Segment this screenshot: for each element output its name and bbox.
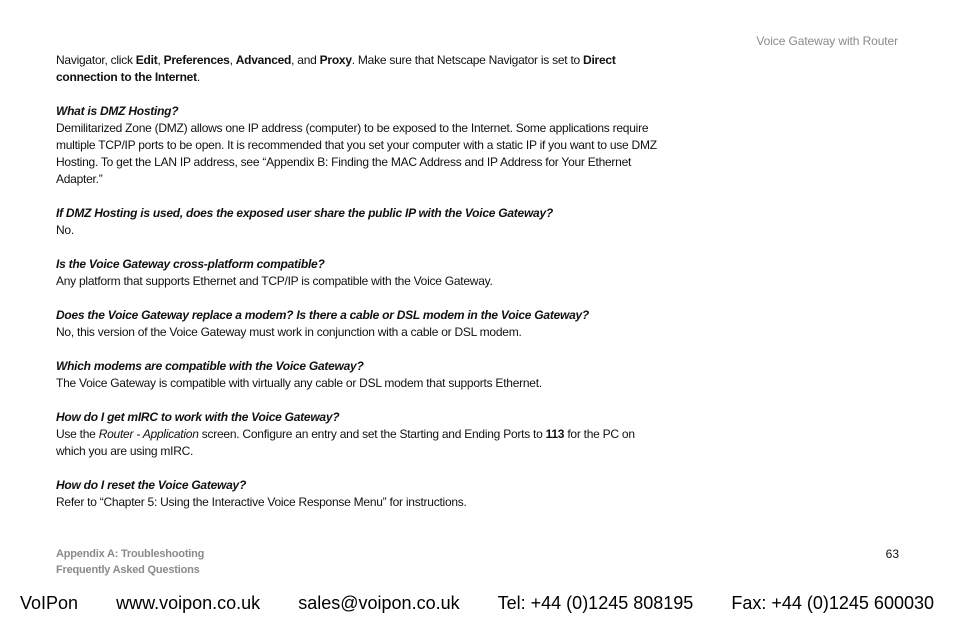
port-number: 113	[545, 427, 565, 441]
faq-question-cross-platform: Is the Voice Gateway cross-platform compatible?	[56, 257, 325, 271]
faq-question-modem: Does the Voice Gateway replace a modem? Is there a cable or DSL modem in the Voice Gateway?	[56, 308, 589, 322]
footer-section: Appendix A: Troubleshooting	[56, 548, 205, 560]
faq-answer-modem: No, this version of the Voice Gateway must work in conjunction with a cable or DSL modem.	[56, 325, 522, 339]
intro-paragraph: Navigator, click Edit, Preferences, Advanced, and Proxy. Make sure that Netscape Navigator is set to Direct connection to the Internet.	[56, 53, 616, 84]
faq-answer-reset: Refer to “Chapter 5: Using the Interactive Voice Response Menu” for instructions.	[56, 495, 467, 509]
page-number: 63	[885, 547, 899, 561]
email-link[interactable]: sales@voipon.co.uk	[298, 593, 460, 613]
intro-text: Navigator, click	[56, 53, 136, 67]
document-body	[56, 52, 666, 511]
screen-name: Router - Application	[98, 427, 199, 441]
faq-question-compatible-modems: Which modems are compatible with the Voice Gateway?	[56, 359, 364, 373]
faq-answer-dmz-public-ip: No.	[56, 223, 74, 237]
menu-proxy: Proxy	[319, 53, 352, 67]
company-name: VoIPon	[20, 593, 79, 613]
page-header-title: Voice Gateway with Router	[756, 34, 898, 48]
menu-advanced: Advanced	[235, 53, 292, 67]
faq-question-dmz: What is DMZ Hosting?	[56, 104, 179, 118]
faq-question-dmz-public-ip: If DMZ Hosting is used, does the exposed user share the public IP with the Voice Gateway?	[56, 206, 553, 220]
faq-answer-compatible-modems: The Voice Gateway is compatible with virtually any cable or DSL modem that supports Ethernet.	[56, 376, 542, 390]
menu-preferences: Preferences	[163, 53, 230, 67]
faq-question-reset: How do I reset the Voice Gateway?	[56, 478, 247, 492]
faq-question-mirc: How do I get mIRC to work with the Voice Gateway?	[56, 410, 340, 424]
telephone-number: Tel: +44 (0)1245 808195	[497, 593, 694, 613]
page-footer	[56, 546, 204, 578]
option-direct-connection: Direct connection to the Internet	[56, 53, 616, 84]
faq-answer-dmz: Demilitarized Zone (DMZ) allows one IP address (computer) to be exposed to the Internet. Some applications require multiple TCP/IP ports to be open. It is recommended that you set your computer with a static IP if you want to use DMZ Hosting. To get the LAN IP address, see “Appendix B: Finding the MAC Address and IP Address for Your Ethernet Adapter.”	[56, 121, 657, 186]
faq-answer-cross-platform: Any platform that supports Ethernet and TCP/IP is compatible with the Voice Gateway.	[56, 274, 493, 288]
menu-edit: Edit	[135, 53, 158, 67]
faq-answer-mirc: Use the Router - Application screen. Configure an entry and set the Starting and Ending Ports to 113 for the PC on which you are using mIRC.	[56, 427, 635, 458]
footer-subsection: Frequently Asked Questions	[56, 564, 200, 576]
fax-number: Fax: +44 (0)1245 600030	[731, 593, 934, 613]
contact-bar	[20, 593, 934, 614]
website-link[interactable]: www.voipon.co.uk	[116, 593, 261, 613]
